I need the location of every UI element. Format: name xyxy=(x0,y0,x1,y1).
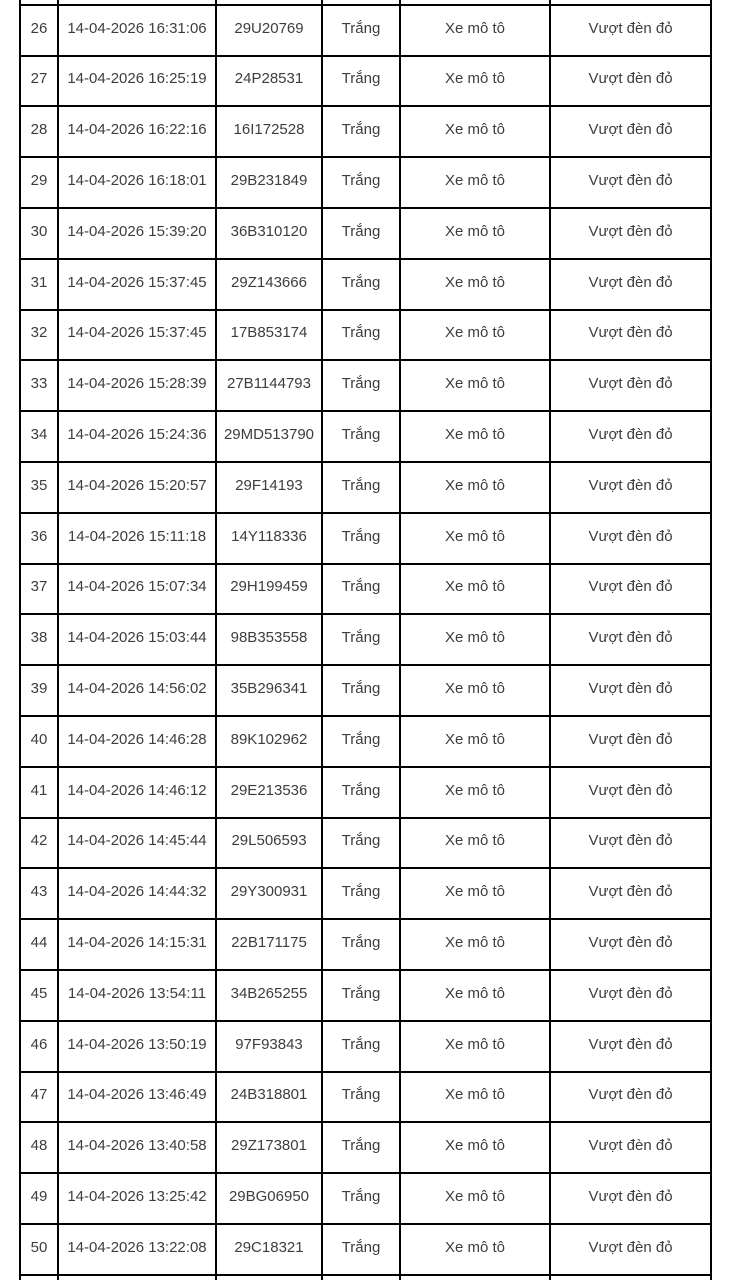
cell-vehicle-color: Trắng xyxy=(322,513,400,564)
table-row xyxy=(20,208,711,259)
cell-license-plate: 98B353558 xyxy=(216,614,322,665)
cell-license-plate: 24P28531 xyxy=(216,56,322,107)
cell-vehicle-color: Trắng xyxy=(322,1224,400,1275)
cell-row-number: 39 xyxy=(20,665,58,716)
cell-row-number: 32 xyxy=(20,310,58,361)
cell-violation-type: Vượt đèn đỏ xyxy=(550,818,711,869)
cell-license-plate: 35B296341 xyxy=(216,665,322,716)
cell-vehicle-type: Xe mô tô xyxy=(400,970,550,1021)
table-row xyxy=(20,513,711,564)
cell-row-number: 47 xyxy=(20,1072,58,1123)
cell-vehicle-type: Xe mô tô xyxy=(400,564,550,615)
cell-vehicle-color: Trắng xyxy=(322,56,400,107)
cell-violation-type: Vượt đèn đỏ xyxy=(550,259,711,310)
cell-row-number: 40 xyxy=(20,716,58,767)
cell-vehicle-color: Trắng xyxy=(322,970,400,1021)
table-row xyxy=(20,5,711,56)
table-row xyxy=(20,818,711,869)
cell-vehicle-color: Trắng xyxy=(322,310,400,361)
cell-vehicle-type: Xe mô tô xyxy=(400,614,550,665)
cell-vehicle-color xyxy=(322,1275,400,1280)
table-row xyxy=(20,1021,711,1072)
cell-violation-time: 14-04-2026 13:50:19 xyxy=(58,1021,216,1072)
cell-vehicle-type: Xe mô tô xyxy=(400,106,550,157)
cell-vehicle-type: Xe mô tô xyxy=(400,818,550,869)
cell-vehicle-color: Trắng xyxy=(322,208,400,259)
table-row xyxy=(20,411,711,462)
cell-violation-type: Vượt đèn đỏ xyxy=(550,411,711,462)
cell-vehicle-color: Trắng xyxy=(322,868,400,919)
cell-vehicle-type xyxy=(400,1275,550,1280)
cell-violation-time xyxy=(58,1275,216,1280)
cell-row-number: 37 xyxy=(20,564,58,615)
cell-vehicle-type: Xe mô tô xyxy=(400,1072,550,1123)
cell-vehicle-type: Xe mô tô xyxy=(400,1224,550,1275)
cell-vehicle-type: Xe mô tô xyxy=(400,716,550,767)
cell-license-plate: 17B853174 xyxy=(216,310,322,361)
cell-vehicle-type: Xe mô tô xyxy=(400,5,550,56)
cell-license-plate: 29U20769 xyxy=(216,5,322,56)
cell-row-number: 26 xyxy=(20,5,58,56)
cell-vehicle-color: Trắng xyxy=(322,462,400,513)
violations-table-body xyxy=(20,0,711,1280)
cell-violation-type: Vượt đèn đỏ xyxy=(550,56,711,107)
cell-license-plate: 34B265255 xyxy=(216,970,322,1021)
cell-row-number: 42 xyxy=(20,818,58,869)
cell-vehicle-color: Trắng xyxy=(322,716,400,767)
cell-violation-type: Vượt đèn đỏ xyxy=(550,1224,711,1275)
cell-vehicle-type: Xe mô tô xyxy=(400,1021,550,1072)
cell-row-number: 44 xyxy=(20,919,58,970)
cell-violation-time: 14-04-2026 13:25:42 xyxy=(58,1173,216,1224)
cell-violation-time: 14-04-2026 15:24:36 xyxy=(58,411,216,462)
cell-vehicle-type: Xe mô tô xyxy=(400,767,550,818)
cell-license-plate: 29L506593 xyxy=(216,818,322,869)
table-row xyxy=(20,106,711,157)
cell-violation-type: Vượt đèn đỏ xyxy=(550,5,711,56)
cell-violation-type: Vượt đèn đỏ xyxy=(550,665,711,716)
cell-vehicle-type: Xe mô tô xyxy=(400,411,550,462)
cell-vehicle-color: Trắng xyxy=(322,157,400,208)
cell-license-plate: 29Z173801 xyxy=(216,1122,322,1173)
table-row xyxy=(20,970,711,1021)
cell-violation-time: 14-04-2026 13:54:11 xyxy=(58,970,216,1021)
cell-row-number: 29 xyxy=(20,157,58,208)
cell-vehicle-color: Trắng xyxy=(322,5,400,56)
table-row xyxy=(20,360,711,411)
cell-vehicle-color: Trắng xyxy=(322,767,400,818)
cell-vehicle-color: Trắng xyxy=(322,106,400,157)
cell-violation-type: Vượt đèn đỏ xyxy=(550,1173,711,1224)
cell-license-plate: 22B171175 xyxy=(216,919,322,970)
table-row xyxy=(20,868,711,919)
cell-license-plate: 29E213536 xyxy=(216,767,322,818)
cell-vehicle-color: Trắng xyxy=(322,818,400,869)
cell-row-number: 33 xyxy=(20,360,58,411)
table-row xyxy=(20,259,711,310)
cell-violation-time: 14-04-2026 16:22:16 xyxy=(58,106,216,157)
cell-vehicle-color: Trắng xyxy=(322,360,400,411)
cell-violation-time: 14-04-2026 15:39:20 xyxy=(58,208,216,259)
cell-violation-time: 14-04-2026 14:44:32 xyxy=(58,868,216,919)
cell-license-plate: 14Y118336 xyxy=(216,513,322,564)
cell-violation-type: Vượt đèn đỏ xyxy=(550,462,711,513)
cell-license-plate: 29C18321 xyxy=(216,1224,322,1275)
cell-violation-time: 14-04-2026 15:20:57 xyxy=(58,462,216,513)
cell-violation-time: 14-04-2026 15:37:45 xyxy=(58,310,216,361)
table-row xyxy=(20,767,711,818)
table-row-partial-bottom xyxy=(20,1275,711,1280)
cell-vehicle-type: Xe mô tô xyxy=(400,1173,550,1224)
cell-violation-time: 14-04-2026 13:46:49 xyxy=(58,1072,216,1123)
cell-violation-time: 14-04-2026 15:03:44 xyxy=(58,614,216,665)
table-row xyxy=(20,310,711,361)
table-row xyxy=(20,1072,711,1123)
cell-violation-type: Vượt đèn đỏ xyxy=(550,310,711,361)
cell-vehicle-type: Xe mô tô xyxy=(400,919,550,970)
cell-row-number: 27 xyxy=(20,56,58,107)
cell-license-plate: 29Z143666 xyxy=(216,259,322,310)
table-row xyxy=(20,1224,711,1275)
cell-violation-type: Vượt đèn đỏ xyxy=(550,360,711,411)
cell-vehicle-color: Trắng xyxy=(322,665,400,716)
cell-row-number: 31 xyxy=(20,259,58,310)
cell-violation-type xyxy=(550,1275,711,1280)
cell-violation-type: Vượt đèn đỏ xyxy=(550,716,711,767)
cell-vehicle-type: Xe mô tô xyxy=(400,513,550,564)
cell-violation-type: Vượt đèn đỏ xyxy=(550,1072,711,1123)
cell-violation-type: Vượt đèn đỏ xyxy=(550,919,711,970)
cell-violation-type: Vượt đèn đỏ xyxy=(550,868,711,919)
cell-violation-type: Vượt đèn đỏ xyxy=(550,767,711,818)
cell-vehicle-color: Trắng xyxy=(322,1021,400,1072)
cell-violation-time: 14-04-2026 16:31:06 xyxy=(58,5,216,56)
cell-vehicle-type: Xe mô tô xyxy=(400,208,550,259)
cell-row-number: 45 xyxy=(20,970,58,1021)
violations-table xyxy=(19,0,712,1280)
cell-license-plate: 29BG06950 xyxy=(216,1173,322,1224)
cell-violation-type: Vượt đèn đỏ xyxy=(550,614,711,665)
cell-violation-time: 14-04-2026 15:07:34 xyxy=(58,564,216,615)
cell-violation-type: Vượt đèn đỏ xyxy=(550,513,711,564)
table-row xyxy=(20,564,711,615)
cell-violation-time: 14-04-2026 14:46:28 xyxy=(58,716,216,767)
cell-violation-time: 14-04-2026 15:37:45 xyxy=(58,259,216,310)
cell-row-number: 28 xyxy=(20,106,58,157)
cell-row-number: 30 xyxy=(20,208,58,259)
cell-row-number: 35 xyxy=(20,462,58,513)
cell-row-number: 36 xyxy=(20,513,58,564)
cell-vehicle-type: Xe mô tô xyxy=(400,462,550,513)
cell-violation-time: 14-04-2026 15:28:39 xyxy=(58,360,216,411)
cell-violation-time: 14-04-2026 14:45:44 xyxy=(58,818,216,869)
cell-vehicle-color: Trắng xyxy=(322,614,400,665)
cell-vehicle-type: Xe mô tô xyxy=(400,360,550,411)
cell-vehicle-color: Trắng xyxy=(322,259,400,310)
cell-license-plate: 36B310120 xyxy=(216,208,322,259)
cell-vehicle-color: Trắng xyxy=(322,919,400,970)
cell-row-number: 38 xyxy=(20,614,58,665)
table-row xyxy=(20,1122,711,1173)
cell-vehicle-color: Trắng xyxy=(322,564,400,615)
cell-row-number: 50 xyxy=(20,1224,58,1275)
cell-license-plate xyxy=(216,1275,322,1280)
table-row xyxy=(20,1173,711,1224)
cell-vehicle-color: Trắng xyxy=(322,1122,400,1173)
cell-vehicle-type: Xe mô tô xyxy=(400,259,550,310)
cell-row-number: 41 xyxy=(20,767,58,818)
cell-violation-time: 14-04-2026 14:46:12 xyxy=(58,767,216,818)
cell-vehicle-color: Trắng xyxy=(322,411,400,462)
cell-violation-time: 14-04-2026 15:11:18 xyxy=(58,513,216,564)
cell-license-plate: 29F14193 xyxy=(216,462,322,513)
table-row xyxy=(20,157,711,208)
cell-vehicle-color: Trắng xyxy=(322,1072,400,1123)
cell-vehicle-type: Xe mô tô xyxy=(400,157,550,208)
cell-vehicle-type: Xe mô tô xyxy=(400,665,550,716)
cell-license-plate: 16I172528 xyxy=(216,106,322,157)
cell-license-plate: 29H199459 xyxy=(216,564,322,615)
cell-violation-type: Vượt đèn đỏ xyxy=(550,1021,711,1072)
cell-row-number: 43 xyxy=(20,868,58,919)
table-row xyxy=(20,614,711,665)
cell-violation-type: Vượt đèn đỏ xyxy=(550,1122,711,1173)
cell-vehicle-type: Xe mô tô xyxy=(400,310,550,361)
cell-violation-type: Vượt đèn đỏ xyxy=(550,208,711,259)
cell-violation-type: Vượt đèn đỏ xyxy=(550,564,711,615)
cell-license-plate: 89K102962 xyxy=(216,716,322,767)
cell-license-plate: 97F93843 xyxy=(216,1021,322,1072)
table-row xyxy=(20,919,711,970)
cell-row-number: 48 xyxy=(20,1122,58,1173)
cell-violation-time: 14-04-2026 16:18:01 xyxy=(58,157,216,208)
cell-license-plate: 29MD513790 xyxy=(216,411,322,462)
table-row xyxy=(20,462,711,513)
cell-violation-time: 14-04-2026 14:15:31 xyxy=(58,919,216,970)
table-row xyxy=(20,716,711,767)
table-row xyxy=(20,56,711,107)
cell-license-plate: 29Y300931 xyxy=(216,868,322,919)
cell-violation-time: 14-04-2026 14:56:02 xyxy=(58,665,216,716)
cell-vehicle-type: Xe mô tô xyxy=(400,1122,550,1173)
cell-row-number: 49 xyxy=(20,1173,58,1224)
cell-violation-time: 14-04-2026 13:22:08 xyxy=(58,1224,216,1275)
cell-violation-time: 14-04-2026 16:25:19 xyxy=(58,56,216,107)
cell-license-plate: 27B1144793 xyxy=(216,360,322,411)
cell-violation-type: Vượt đèn đỏ xyxy=(550,106,711,157)
cell-row-number: 46 xyxy=(20,1021,58,1072)
cell-vehicle-type: Xe mô tô xyxy=(400,56,550,107)
table-row xyxy=(20,665,711,716)
cell-violation-type: Vượt đèn đỏ xyxy=(550,157,711,208)
cell-license-plate: 24B318801 xyxy=(216,1072,322,1123)
cell-row-number xyxy=(20,1275,58,1280)
cell-vehicle-color: Trắng xyxy=(322,1173,400,1224)
cell-row-number: 34 xyxy=(20,411,58,462)
cell-violation-type: Vượt đèn đỏ xyxy=(550,970,711,1021)
cell-violation-time: 14-04-2026 13:40:58 xyxy=(58,1122,216,1173)
cell-vehicle-type: Xe mô tô xyxy=(400,868,550,919)
cell-license-plate: 29B231849 xyxy=(216,157,322,208)
